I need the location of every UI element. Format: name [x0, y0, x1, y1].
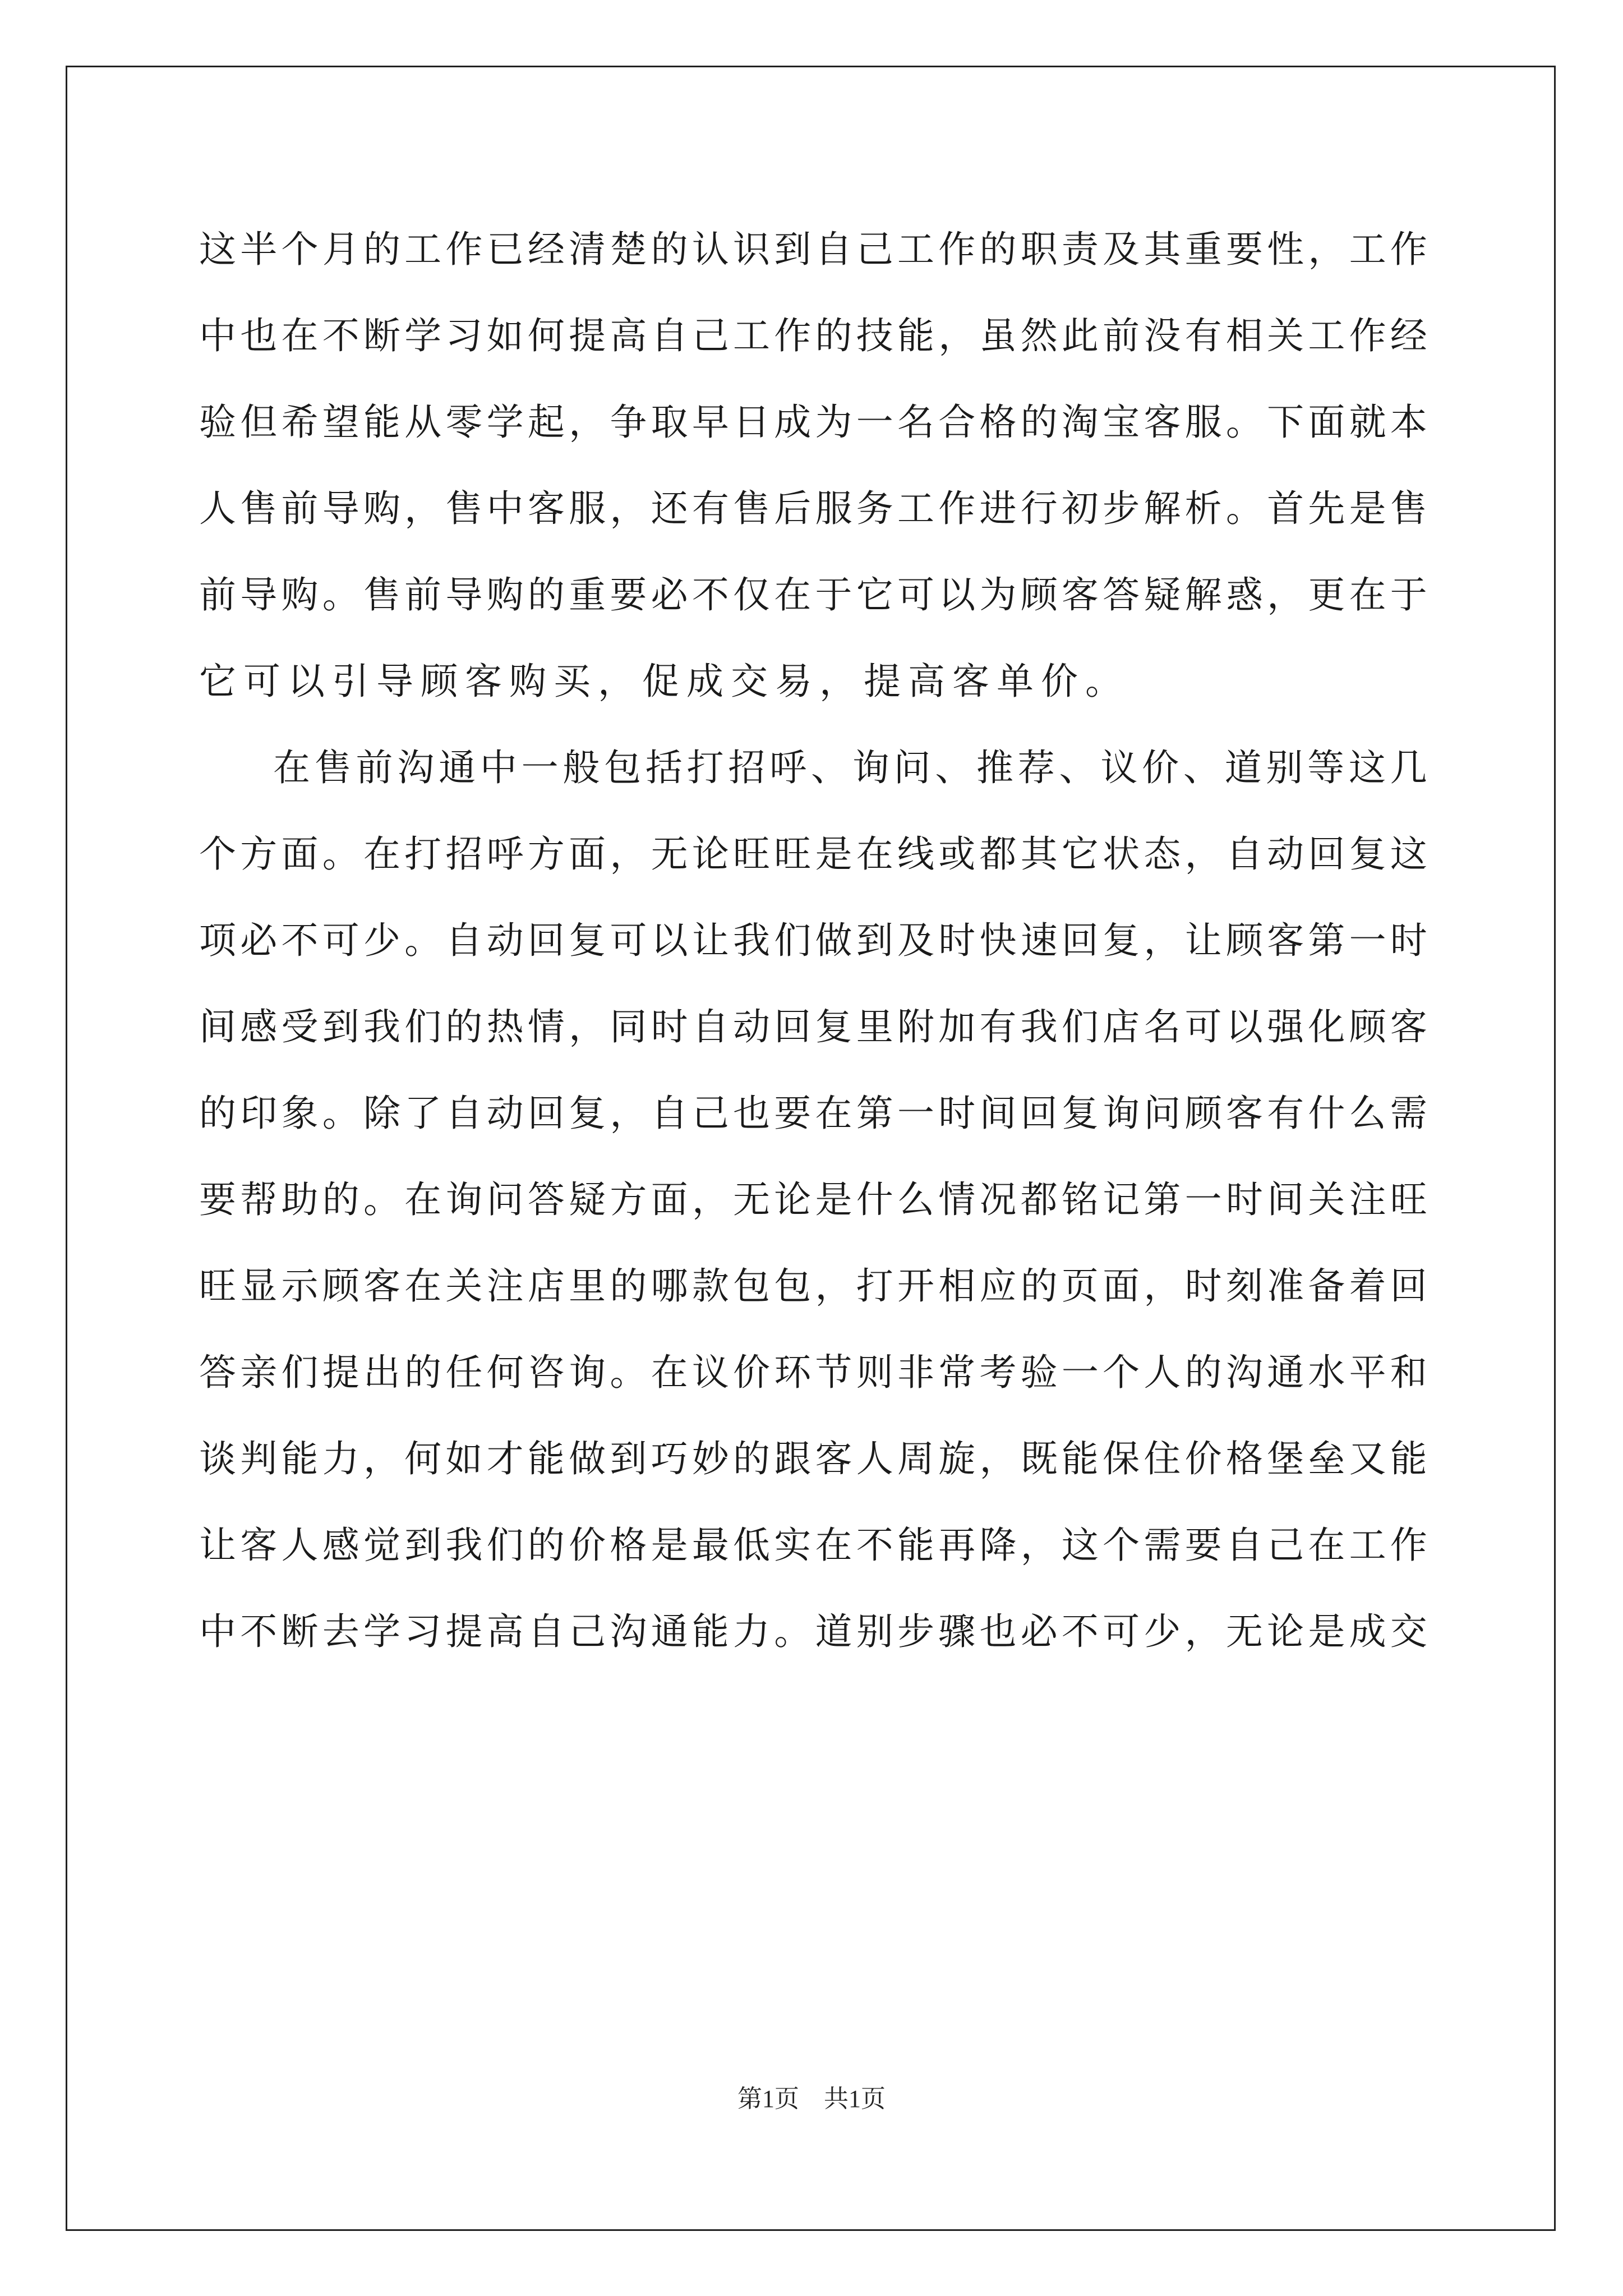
text-line: 人 售 前 导 购 ， 售 中 客 服 ， 还 有 售 后 服 务 工 作 进 行 初 步 解 析 。 首 先 是 售 [199, 487, 1427, 530]
text-line: 前 导 购 。 售 前 导 购 的 重 要 必 不 仅 在 于 它 可 以 为 顾 客 答 疑 解 惑 ， 更 在 于 [199, 573, 1427, 616]
text-line: 答 亲 们 提 出 的 任 何 咨 询 。 在 议 价 环 节 则 非 常 考 验 一 个 人 的 沟 通 水 平 和 [199, 1351, 1427, 1394]
text-line: 旺 显 示 顾 客 在 关 注 店 里 的 哪 款 包 包 ， 打 开 相 应 的 页 面 ， 时 刻 准 备 着 回 [199, 1264, 1427, 1308]
text-line: 的 印 象 。 除 了 自 动 回 复 ， 自 己 也 要 在 第 一 时 间 回 复 询 问 顾 客 有 什 么 需 [199, 1092, 1427, 1135]
text-line: 中 也 在 不 断 学 习 如 何 提 高 自 己 工 作 的 技 能 ， 虽 然 此 前 没 有 相 关 工 作 经 [199, 314, 1427, 357]
text-line: 间 感 受 到 我 们 的 热 情 ， 同 时 自 动 回 复 里 附 加 有 我 们 店 名 可 以 强 化 顾 客 [199, 1005, 1427, 1048]
document-body [199, 206, 1427, 1675]
text-line: 这 半 个 月 的 工 作 已 经 清 楚 的 认 识 到 自 己 工 作 的 职 责 及 其 重 要 性 ， 工 作 [199, 228, 1427, 271]
text-line: 它可以引导顾客购买，促成交易，提高客单价。 [199, 660, 1129, 703]
text-line: 要 帮 助 的 。 在 询 问 答 疑 方 面 ， 无 论 是 什 么 情 况 都 铭 记 第 一 时 间 关 注 旺 [199, 1178, 1427, 1221]
text-line: 谈 判 能 力 ， 何 如 才 能 做 到 巧 妙 的 跟 客 人 周 旋 ， 既 能 保 住 价 格 堡 垒 又 能 [199, 1437, 1427, 1480]
text-line: 个 方 面 。 在 打 招 呼 方 面 ， 无 论 旺 旺 是 在 线 或 都 其 它 状 态 ， 自 动 回 复 这 [199, 832, 1427, 876]
text-line: 项 必 不 可 少 。 自 动 回 复 可 以 让 我 们 做 到 及 时 快 速 回 复 ， 让 顾 客 第 一 时 [199, 919, 1427, 962]
text-line: 中 不 断 去 学 习 提 高 自 己 沟 通 能 力 。 道 别 步 骤 也 必 不 可 少 ， 无 论 是 成 交 [199, 1610, 1427, 1653]
text-line: 验 但 希 望 能 从 零 学 起 ， 争 取 早 日 成 为 一 名 合 格 的 淘 宝 客 服 。 下 面 就 本 [199, 401, 1427, 444]
page-number-footer: 第1页 共1页 [737, 2085, 886, 2113]
text-line: 在 售 前 沟 通 中 一 般 包 括 打 招 呼 、 询 问 、 推 荐 、 议 价 、 道 别 等 这 几 [273, 746, 1427, 789]
text-line: 让 客 人 感 觉 到 我 们 的 价 格 是 最 低 实 在 不 能 再 降 ， 这 个 需 要 自 己 在 工 作 [199, 1524, 1427, 1567]
